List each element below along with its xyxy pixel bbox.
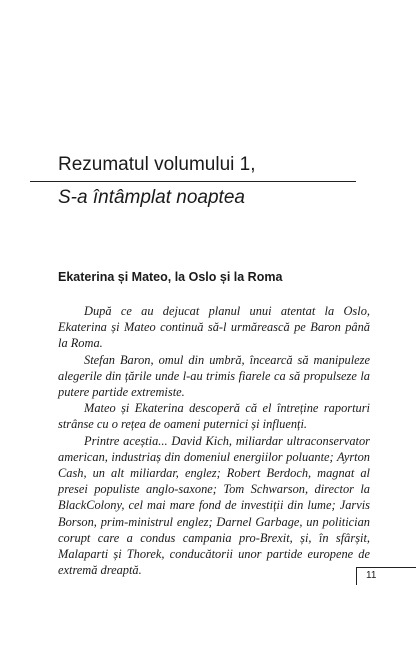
paragraph: Printre aceștia... David Kich, miliardar ultraconservator american, industriaș din domeniul energiilor poluante; Ayrton Cash, un alt miliardar, englez; Robert Berdoch, magnat al presei populiste anglo-saxone; Tom Schwarson, director la BlackColony, cel mai mare fond de investiții din lume; Jarvis Borson, prim-ministrul englez; Darnel Garbage, un politician corupt care a condus campania pro-Brexit, și, în sfârșit, Malaparti și Thorek, conducătorii unor partide europene de extremă dreaptă. (58, 433, 370, 578)
paragraph: Stefan Baron, omul din umbră, încearcă să manipuleze alegerile din țările unde l-au trimis fiarele ca să propulseze la putere partide extremiste. (58, 352, 370, 400)
body-text (58, 303, 370, 578)
paragraph: După ce au dejucat planul unui atentat la Oslo, Ekaterina și Mateo continuă să-l urmărească pe Baron până la Roma. (58, 304, 370, 351)
footer-vertical-rule (356, 567, 357, 585)
page-number: 11 (366, 570, 377, 581)
footer-divider (356, 567, 416, 568)
paragraph: Mateo și Ekaterina descoperă că el întreține raporturi strânse cu o rețea de oameni puternici și influenți. (58, 401, 370, 432)
chapter-title (58, 152, 378, 178)
section-heading: Ekaterina și Mateo, la Oslo și la Roma (58, 270, 283, 284)
chapter-title-line1: Rezumatul volumului 1, (58, 154, 256, 175)
chapter-subtitle: S-a întâmplat noaptea (58, 187, 245, 208)
title-divider (30, 181, 356, 182)
